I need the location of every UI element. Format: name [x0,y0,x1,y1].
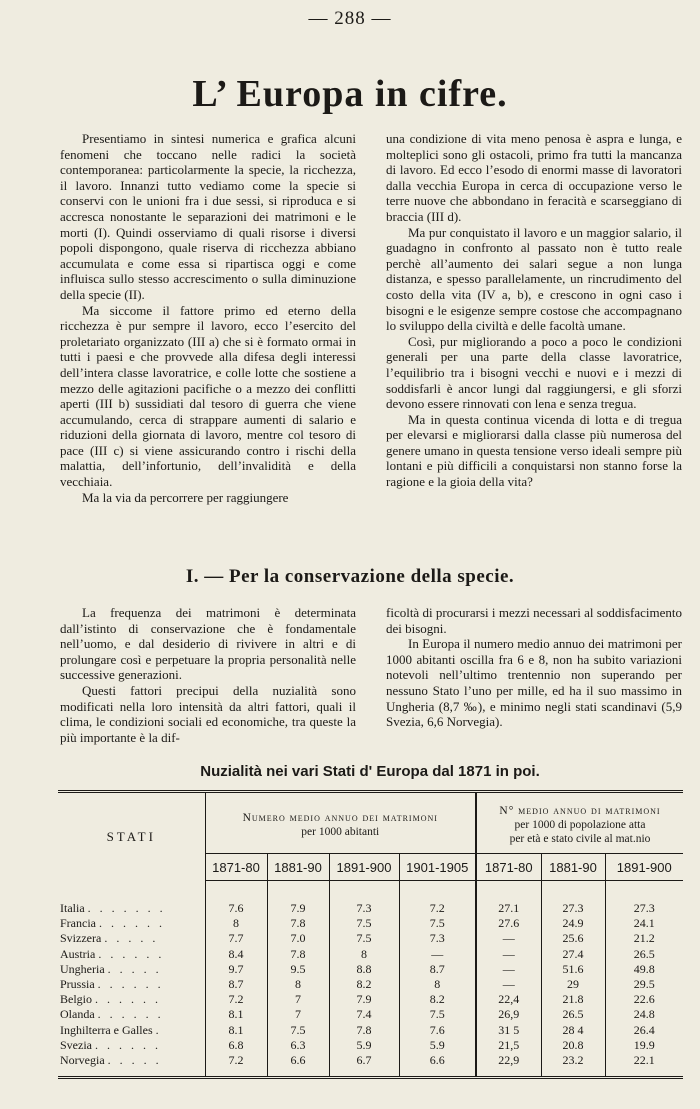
value-cell: 7.9 [267,881,329,917]
table-row [58,1053,683,1078]
value-cell: 5.9 [429,1037,445,1052]
nuptiality-table [58,790,683,1079]
country-name: Svizzera [60,931,102,946]
value-cell: 6.7 [329,1053,399,1078]
value-cell: 26.5 [633,946,655,961]
page-number: — 288 — [308,8,392,29]
value-cell: 7.0 [267,931,329,946]
country-name: Belgio [60,992,92,1007]
country-cell [58,992,205,1007]
value-cell: 6.6 [267,1053,329,1078]
country-cell [58,881,205,917]
group-header-line: per 1000 di popolazione atta [514,819,646,831]
table-row [58,1038,683,1053]
year-header: 1901-1905 [399,854,476,881]
table-title: Nuzialità nei vari Stati d' Europa dal 1871 in poi. [200,763,540,780]
table-row [58,1023,683,1038]
value-cell: 8.2 [429,992,445,1007]
paragraph: Ma siccome il fattore primo ed eterno della ricchezza è pur sempre il lavoro, ecco l’esercito del proletariato organizzato (III a) che si è formato ormai in tutti i paesi e che provvede alla difesa degli interessi dell’intera classe lavoratrice, e colle lotte che sostiene a mezzo delle agitazioni pacifiche o a mezzo dei conflitti aperti (III b) sussidiati dal tesoro di guerra che viene accumulando, cerca di strappare aumenti di salario e riduzioni della giornata di lavoro, mentre col tesoro di pace (III c) si viene assicurando contro i rischi della malattia, dell’infortunio, dell’invalidità e della vecchiaia. [60,302,356,490]
year-header: 1881-90 [541,854,605,881]
value-cell: 29 [541,977,605,992]
table-row [58,962,683,977]
value-cell: 7.2 [205,992,267,1007]
leader-dots: . . . . . . [95,1037,161,1052]
value-cell: 24.9 [541,916,605,931]
value-cell: 8.2 [329,977,399,992]
year-header: 1871-80 [205,854,267,881]
value-cell: 9.5 [267,962,329,977]
value-cell: 7.2 [205,1053,267,1078]
group-header-eligible [476,792,683,854]
value-cell: 8.1 [205,1023,267,1038]
value-cell: 51.6 [541,962,605,977]
value-cell: 7.3 [429,931,445,946]
country-name: Svezia [60,1037,92,1052]
leader-dots: . . . . . . [97,1007,164,1022]
table-row [58,977,683,992]
paragraph: Ma in questa continua vicenda di lotta e di tregua per elevarsi e migliorarsi dalla classe più numerosa del genere umano in questa tensione verso ideali sempre più lontani e più difficili a conquistarsi non stanno forse la ragione e la gioia della vita? [386,411,682,490]
value-cell: 8 [329,947,399,962]
value-cell: 7.9 [329,992,399,1007]
page-title: L’ Europa in cifre. [192,73,508,115]
group-header-line: N° medio annuo di matrimoni [499,805,661,817]
value-cell: 6.8 [205,1038,267,1053]
leader-dots: . . . . . [104,931,159,946]
country-name: Olanda [60,1007,95,1022]
value-cell: 7 [267,1007,329,1022]
value-cell: 20.8 [541,1038,605,1053]
value-cell: 27.1 [476,881,541,917]
intro-left-column [60,131,356,505]
section-left-column [60,605,356,745]
leader-dots: . . . . . . [98,916,165,931]
country-name: Austria [60,946,96,961]
country-name: Inghilterra e Galles [60,1022,153,1037]
table-body [58,881,683,1078]
value-cell: 21.2 [633,931,655,946]
value-cell: 21.8 [541,992,605,1007]
paragraph: Ma pur conquistato il lavoro e un maggior salario, il guadagno in confronto al passato non è tutto reale perchè all’aumento dei salari segue a non lunga distanza, e spesso parallelamente, un rincrudimento del costo della vita (IV a, b), e crescono in ogni caso i bisogni e le esigenze sempre costose che accompagnano lo sviluppo della civiltà e delle facoltà umane. [386,224,682,334]
intro-text [60,131,682,505]
country-cell [58,1023,205,1038]
leader-dots: . . . . . . [95,992,161,1007]
value-cell: 9.7 [205,962,267,977]
leader-dots: . . . . . [107,961,162,976]
country-cell [58,916,205,931]
value-cell: 7.2 [429,901,445,916]
paragraph: La frequenza dei matrimoni è determinata dall’istinto di conservazione che è fondamentale nell’uomo, e dal desiderio di rivivere in altri e di prolungare così e perpetuare la propria personalità nelle successive generazioni. [60,605,356,683]
value-cell: 26,9 [476,1007,541,1022]
paragraph: In Europa il numero medio annuo dei matrimoni per 1000 abitanti oscilla fra 6 e 8, non ha subito variazioni notevoli nell’ultimo trentennio non superando per nessuno Stato l’uno per mille, ed ha il suo massimo in Ungheria (8,7 ‰), e minimo negli stati scandinavi (5,9 Svezia, 6,6 Norvegia). [386,636,682,730]
value-cell: — [476,962,541,977]
year-header: 1881-90 [267,854,329,881]
paragraph: Presentiamo in sintesi numerica e grafica alcuni fenomeni che toccano nelle radici la società contemporanea: particolarmente la specie, la ricchezza, il lavoro. Innanzi tutto vediamo come la specie si conservi con le unioni fra i due sessi, si riproduca e si accresca nonostante le separazioni dei matrimoni e le morti (I). Quindi osserviamo di quali risorse i diversi popoli dispongono, quale riserva di ricchezza abbiano accumulata e come essa si ripartisca oggi e come influisca sullo stesso accrescimento o sulla diminuzione della specie (II). [60,131,356,302]
country-name: Prussia [60,977,95,992]
value-cell: — [431,946,444,961]
section-text [60,605,682,745]
value-cell: 27.3 [633,901,655,916]
value-cell: 7.6 [429,1022,445,1037]
country-name: Ungheria [60,961,105,976]
value-cell: 21,5 [476,1038,541,1053]
paragraph: Così, pur migliorando a poco a poco le condizioni generali per una parte della classe lavoratrice, l’equilibrio tra i bisogni vecchi e nuovi e i mezzi di soddisfarli è ancor lungi dal raggiungersi, e gli sforzi devono essere rinnovati con lena e senza tregua. [386,333,682,412]
value-cell: 7.3 [329,881,399,917]
value-cell: 8.4 [205,947,267,962]
value-cell: 6.6 [429,1052,445,1067]
value-cell: 7.8 [267,947,329,962]
value-cell: 22,9 [476,1053,541,1078]
value-cell: — [476,931,541,946]
year-header: 1891-900 [605,854,683,881]
value-cell: 8 [434,977,441,992]
paragraph-continued: una condizione di vita meno penosa è aspra e lunga, e molteplici sono gli ostacoli, primo fra tutti la mancanza di lavoro. Ed ecco l’esodo di enormi masse di lavoratori dalla vecchia Europa in cerca di occupazione verso le terre nuove che abbondano in feracità e scarseggiano di braccia (III d). [386,131,682,224]
country-name: Norvegia [60,1052,105,1067]
table-row [58,992,683,1007]
value-cell: 7.5 [429,916,445,931]
value-cell: 27.3 [541,881,605,917]
value-cell: 26.4 [633,1022,655,1037]
year-header: 1871-80 [476,854,541,881]
leader-dots: . . . . . . [98,946,165,961]
value-cell: 5.9 [329,1038,399,1053]
value-cell: 22.6 [633,992,655,1007]
country-cell [58,977,205,992]
value-cell: 29.5 [633,977,655,992]
value-cell: 7.5 [329,931,399,946]
value-cell: 19.9 [633,1037,655,1052]
country-cell [58,962,205,977]
country-cell [58,1038,205,1053]
value-cell: 22.1 [633,1052,655,1067]
value-cell: 8.7 [205,977,267,992]
section-title: I. — Per la conservazione della specie. [185,566,515,587]
value-cell: 7.4 [329,1007,399,1022]
paragraph: Questi fattori precipui della nuzialità sono modificati nella loro intensità da altri fattori, quali il clima, le condizioni sociali ed economiche, tra queste la più importante è la dif- [60,682,356,745]
value-cell: 25.6 [541,931,605,946]
country-cell [58,931,205,946]
group-header-line: per età e stato civile al mat.nio [509,833,651,845]
country-cell [58,947,205,962]
leader-dots: . . . . . . . [87,900,166,915]
value-cell: 27.6 [476,916,541,931]
value-cell: 31 5 [476,1023,541,1038]
leader-dots: . . . . . . [97,977,164,992]
value-cell: 22,4 [476,992,541,1007]
table-row [58,1007,683,1022]
group-header-line: Numero medio annuo dei matrimoni [242,812,438,824]
value-cell: 23.2 [541,1053,605,1078]
value-cell: 8.1 [205,1007,267,1022]
country-cell [58,1007,205,1022]
value-cell: 24.8 [633,1007,655,1022]
group-header-line: per 1000 abitanti [301,826,380,838]
value-cell: 26.5 [541,1007,605,1022]
value-cell: 7.8 [329,1023,399,1038]
value-cell: 6.3 [267,1038,329,1053]
value-cell: — [476,977,541,992]
intro-right-column [386,131,682,505]
country-name: Francia [60,916,96,931]
table-row [58,947,683,962]
leader-dots: . [155,1022,162,1037]
year-header: 1891-900 [329,854,399,881]
value-cell: 7 [267,992,329,1007]
country-name: Italia [60,900,85,915]
value-cell: 7.5 [267,1023,329,1038]
leader-dots: . . . . . [107,1052,162,1067]
paragraph-continued: ficoltà di procurarsi i mezzi necessari al soddisfacimento dei bisogni. [386,605,682,636]
value-cell: 7.6 [205,881,267,917]
section-right-column [386,605,682,745]
value-cell: 7.7 [205,931,267,946]
group-header-per-1000 [205,792,476,854]
table-row [58,931,683,946]
value-cell: — [476,947,541,962]
value-cell: 28 4 [541,1023,605,1038]
table-row [58,881,683,917]
value-cell: 7.5 [329,916,399,931]
table-row [58,916,683,931]
value-cell: 8 [205,916,267,931]
value-cell: 7.8 [267,916,329,931]
value-cell: 24.1 [633,916,655,931]
value-cell: 7.5 [429,1007,445,1022]
value-cell: 8.7 [429,961,445,976]
value-cell: 8.8 [329,962,399,977]
paragraph: Ma la via da percorrere per raggiungere [82,489,289,505]
value-cell: 27.4 [541,947,605,962]
value-cell: 8 [267,977,329,992]
country-cell [58,1053,205,1078]
value-cell: 49.8 [633,961,655,976]
stati-header: STATI [58,792,205,881]
